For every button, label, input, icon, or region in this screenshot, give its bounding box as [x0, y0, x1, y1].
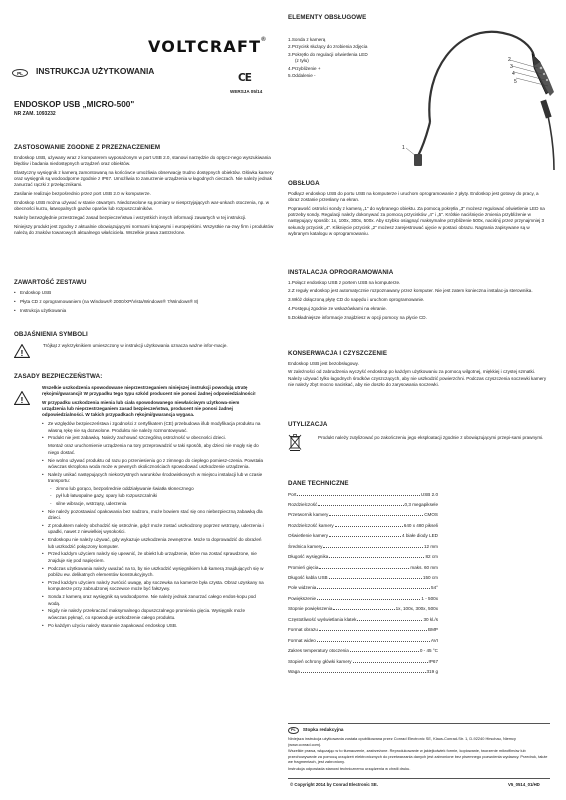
- doc-version: WERSJA 05/14: [230, 89, 263, 94]
- brand-name: VOLTCRAFT: [148, 37, 262, 56]
- list-item: • Po każdym użyciu należy starannie zapakować endoskop USB.: [42, 623, 264, 629]
- spec-value: maks. 60 mm: [410, 564, 438, 570]
- order-number: NR ZAM. 1093232: [14, 111, 56, 117]
- spec-value: CMOS: [424, 512, 438, 518]
- warning-mark: !: [20, 395, 24, 405]
- list-item: • Należy unikać następujących niekorzystnych warunków środowiskowych w miejscu instalacji lub w czasie transportu:: [42, 472, 264, 485]
- imprint-text: Niniejsza instrukcja użytkowania została opublikowana przez Conrad Electronic SE, Klaus-Conrad-Str. 1, D-92240 Hirschau, Niemcy (www.conrad.com).: [288, 736, 516, 747]
- intended-use-paragraph: Zasilanie realizuje bezpośrednio przez port USB 2.0 w komputerze.: [14, 191, 151, 197]
- maintenance-paragraph: W zależności od zabrudzenia wyczyść endoskop po każdym użytkowaniu za pomocą wilgotnej, miękkiej i czystej szmatki. Należy używać tylko łagodnych środków czyszczących, aby nie uszkodzić powierzchni. Podczas czyszczenia soczewki kamery nie należy zbyt mocno naciskać, aby nie doszło do zarysowania soczewki.: [288, 369, 547, 388]
- spec-value: 30 kl./s: [423, 616, 438, 622]
- spec-label: Stopień ochrony główki kamery: [288, 658, 352, 664]
- list-item: 4.Przybliżenie +: [288, 65, 321, 71]
- section-specs: [288, 480, 438, 679]
- camera-probe-tip: [414, 154, 422, 166]
- list-item: 3.Pokrętło do regulacji oświetlenia LED: [288, 51, 368, 57]
- spec-row: [288, 648, 438, 658]
- imprint-text: Instrukcja odpowiada stanowi technicznemu urządzenia w chwili druku.: [288, 765, 411, 771]
- operation-paragraph: Podłącz endoskop USB do portu USB na komputerze i uruchom oprogramowanie z płyty. Endoskop jest gotowy do pracy, a obraz zostanie przesłany na ekran.: [288, 190, 539, 202]
- safety-heading: ZASADY BEZPIECZEŃSTWA:: [14, 373, 103, 380]
- spec-value: 4 białe diody LED: [401, 533, 438, 539]
- list-item: • Instrukcja użytkowania: [14, 308, 274, 314]
- spec-value: 319 g: [426, 668, 438, 674]
- spec-leader-dots: [329, 536, 401, 537]
- spec-row: [288, 575, 438, 585]
- ce-mark: CE: [238, 72, 251, 84]
- brand-reg: ®: [261, 37, 266, 43]
- list-item: 5.Oddalenie -: [288, 73, 316, 79]
- document-code: V5_0514_01/HD: [508, 782, 540, 787]
- list-item: • Przed każdym użyciem należy zwrócić uwagę, aby soczewka na kamerze była czysta. Obraz uzyskany na komputerze przy zabrudzonej soczewce może być fałszywy.: [42, 580, 264, 593]
- spec-value: 82 cm: [425, 554, 438, 560]
- list-item: 2.Przycisk służący do zrobienia zdjęcia: [288, 44, 368, 50]
- section-disposal: [288, 421, 550, 451]
- list-item: • Nigdy nie należy przekraczać maksymalnego dopuszczalnego promienia gięcia. Wysięgnik może wówczas pęknąć, co spowoduje uszkodzenie całego produktu.: [42, 608, 264, 621]
- sub-list-item: - zimno lub gorąco, bezpośrednie oddziaływanie światła słonecznego: [42, 486, 264, 492]
- spec-leader-dots: [353, 662, 428, 663]
- spec-leader-dots: [350, 651, 419, 652]
- callout-label: 4: [512, 71, 515, 77]
- spec-row: [288, 492, 438, 502]
- spec-row: [288, 533, 438, 543]
- intended-use-paragraph: Endoskop USB, używany wraz z komputerem wyposażonym w port USB 2.0, stanowi narzędzie do optycz-nego wyszukiwania błędów i badania niedostępnych urządzeń oraz obiektów.: [14, 154, 271, 166]
- spec-label: Średnica kamery: [288, 543, 323, 549]
- language-badge: [12, 69, 28, 77]
- controls-heading: ELEMENTY OBSŁUGOWE: [288, 14, 367, 21]
- list-item-continued: Montaż oraz uruchomienie urządzenia na tory przeprowadzić w taki sposób, aby dzieci nie mogły się do niego dostać.: [48, 443, 259, 455]
- list-item: • Nie należy pozostawiać opakowania bez nadzoru, może bowiem stać się ono niebezpieczną zabawką dla dzieci.: [42, 509, 264, 522]
- spec-row: [288, 659, 438, 669]
- intended-use-paragraph: Endoskop USB można używać w stanie otwartym. Niedozwolone są pomiary w niesprzyjających war-unkach otoczenia, np. w obecności kurzu, łatwopalnych gazów oparów lub rozpuszczalników.: [14, 200, 270, 212]
- warning-triangle-icon: [14, 344, 30, 358]
- spec-value: 1 - 500x: [421, 595, 438, 601]
- spec-label: Promień gięcia: [288, 564, 319, 570]
- spec-label: Częstotliwość wyświetlania klatek: [288, 616, 357, 622]
- spec-leader-dots: [329, 557, 424, 558]
- intended-use-paragraph: Elastyczny wysięgnik z kamerą zamontowaną na końcówce umożliwia obserwację trudno dostępnych obiektów. Główka kamery oraz wysięgnik są wodoodporne zgodnie z IP67. Umożliwia to zanurzenie urządzenia w łagodnych cieczach. Nie należy jednak zanurzać rączki z przełącznikami.: [14, 169, 274, 188]
- spec-leader-dots: [319, 568, 409, 569]
- spec-leader-dots: [329, 578, 422, 579]
- spec-row: [288, 585, 438, 595]
- safety-warning-bold: W przypadku uszkodzenia mienia lub ciała spowodowanego niewłaściwym użytkowa-niem urządzenia lub nieprzestrzeganiem zasad bezpieczeństwa, producent nie ponosi żadnej odpowiedzialności. W takich przypadkach rękojmi/gwarancja wygasa.: [42, 399, 240, 418]
- section-contents: [14, 279, 274, 316]
- warning-triangle-icon: [14, 391, 30, 405]
- spec-leader-dots: [301, 672, 426, 673]
- intended-use-paragraph: Należy bezwzględnie przestrzegać zasad bezpieczeństwa i wszystkich innych informacji zawartych w tej instrukcji.: [14, 215, 247, 221]
- brand-logo: [148, 36, 278, 58]
- spec-leader-dots: [323, 547, 422, 548]
- safety-warning-bold: Wszelkie uszkodzenia spowodowane nieprzestrzeganiem niniejszej instrukcji powodują utratę rękojmi/gwarancji! W przypadku tego typu szkód producent nie ponosi żadnej odpowiedzialności!: [42, 384, 256, 396]
- list-item: 2.Z reguły endoskop jest automatycznie rozpoznawany przez komputer. Nie jest zatem konieczna instalac-ja sterownika.: [288, 288, 533, 294]
- spec-label: Rozdzielczość kamery: [288, 522, 334, 528]
- spec-row: [288, 565, 438, 575]
- list-item: 5.Dokładniejsze informacje znajdziesz w opcji pomocy na płycie CD.: [288, 315, 427, 321]
- maintenance-heading: KONSERWACJA I CZYSZCZENIE: [288, 350, 388, 357]
- spec-row: [288, 617, 438, 627]
- spec-row: [288, 502, 438, 512]
- endoscope-illustration: [362, 10, 562, 180]
- symbols-heading: OBJAŚNIENIA SYMBOLI: [14, 331, 88, 338]
- list-item: • Przed każdym użyciem należy się upewnić, że obiekt lub urządzenie, które ma zostać sprawdzone, nie znajduje się pod napięciem.: [42, 551, 264, 564]
- disposal-text: Produkt należy zutylizować po zakończeniu jego eksploatacji zgodnie z obowiązującymi przepi-sami prawnymi.: [318, 434, 544, 440]
- spec-row: [288, 554, 438, 564]
- spec-leader-dots: [329, 515, 423, 516]
- spec-value: 0 - 45 °C: [419, 648, 438, 654]
- product-name: ENDOSKOP USB „MICRO-500": [14, 100, 135, 109]
- spec-label: Zakres temperatury otoczenia: [288, 648, 349, 654]
- list-item: 1.Połącz endoskop USB z portem USB na komputerze.: [288, 279, 401, 285]
- list-item: • Płyta CD z oprogramowaniem (na Windows® 2000/XP/Vista/Windows® 7/Windows® 8): [14, 299, 274, 305]
- maintenance-paragraph: Endoskop USB jest bezobsługowy.: [288, 360, 359, 366]
- list-item: • Ze względów bezpieczeństwa i zgodności z certyfikatem (CE) przebudowa i/lub modyfikacja produktu na własną rękę nie są dozwolone. Produktu nie należy rozmontowywać.: [42, 421, 264, 434]
- spec-label: Długość wysięgnika: [288, 554, 329, 560]
- spec-value: 640 x 480 pikseli: [403, 522, 438, 528]
- sub-list-item: - silne wibracje, wstrząsy, uderzenia: [42, 501, 264, 507]
- spec-row: [288, 627, 438, 637]
- list-item: • Endoskopu nie należy używać, gdy wykazuje uszkodzenia zewnętrzne. Może to doprowadzić do obrażeń lub uszkodzić połączony komputer.: [42, 537, 264, 550]
- spec-row: [288, 596, 438, 606]
- sub-list-item: - pył lub łatwopalne gazy, opary lub rozpuszczalniki: [42, 493, 264, 499]
- list-item: 1.Sonda z kamerą: [288, 36, 326, 42]
- spec-label: Format obrazu: [288, 627, 318, 633]
- spec-value: 54°: [431, 585, 438, 591]
- spec-row: [288, 512, 438, 522]
- spec-value: 12 mm: [423, 543, 438, 549]
- symbols-text: Trójkąt z wykrzyknikiem umieszczony w instrukcji użytkowania oznacza ważne infor-macje.: [43, 342, 228, 348]
- imprint-label: Stopka redakcyjna: [302, 727, 344, 733]
- disposal-heading: UTYLIZACJA: [288, 421, 328, 428]
- spec-leader-dots: [333, 609, 394, 610]
- section-symbols: [14, 331, 274, 358]
- spec-value: AVI: [430, 637, 438, 643]
- specs-heading: DANE TECHNICZNE: [288, 480, 349, 487]
- list-item: • Podczas użytkowania należy uważać na to, by nie uszkodzić wysięgnikiem lub kamerą znajdujących się w pobliżu ew. delikatnych elementów konstrukcyjnych.: [42, 566, 264, 579]
- spec-label: Rozdzielczość: [288, 501, 318, 507]
- section-safety: [14, 373, 276, 631]
- spec-leader-dots: [317, 599, 420, 600]
- doc-title: INSTRUKCJA UŻYTKOWANIA: [36, 66, 155, 76]
- spec-row: [288, 638, 438, 648]
- section-intended-use: [14, 144, 274, 239]
- spec-row: [288, 606, 438, 616]
- section-maintenance: [288, 350, 550, 391]
- spec-leader-dots: [335, 526, 403, 527]
- section-operation: [288, 180, 550, 240]
- spec-value: USB 2.0: [420, 491, 438, 497]
- spec-label: Format wideo: [288, 637, 316, 643]
- contents-heading: ZAWARTOŚĆ ZESTAWU: [14, 279, 87, 286]
- list-item: • Z produktem należy obchodzić się ostrożnie, gdyż może zostać uszkodzony poprzez wstrząsy, uderzenia i upadki, nawet z niewielkiej wysokości.: [42, 523, 264, 536]
- callout-label: 1: [402, 145, 405, 151]
- spec-value: 150 cm: [422, 575, 438, 581]
- list-item: 4.Postępuj zgodnie ze wskazówkami na ekranie.: [288, 306, 387, 312]
- callout-label: 2: [508, 57, 511, 63]
- intended-use-heading: ZASTOSOWANIE ZGODNE Z PRZEZNACZENIEM: [14, 144, 161, 151]
- language-badge-small: PL: [288, 727, 299, 734]
- imprint-text: Wszelkie prawa, włączając w to tłumaczenie, zastrzeżone. Reprodukowanie w jakiejkolwiek formie, kopiowanie, tworzenie mikrofilmów lub przechowywanie za pomocą urządzeń elektronicznych do przetwarzania danych jest zabronione bez pisemnego pozwolenia wydawcy. Przedruk, także we fragmentach, jest zabroniony.: [288, 748, 548, 765]
- spec-leader-dots: [357, 620, 422, 621]
- spec-label: Waga: [288, 668, 300, 674]
- spec-value: 1x, 100x, 300x, 500x: [395, 606, 438, 612]
- list-item: • Nie wolno używać produktu od razu po przeniesieniu go z zimnego do ciepłego pomiesz-czenia. Powstała wówczas skroplona woda może w pewnych okolicznościach spowodować uszkodzenie urządzenia.: [42, 458, 264, 471]
- spec-label: Port: [288, 491, 297, 497]
- spec-label: Pole widzenia: [288, 585, 317, 591]
- callout-label: 5: [514, 79, 517, 85]
- spec-row: [288, 669, 438, 679]
- crossed-out-bin-icon: [288, 433, 302, 451]
- spec-value: BMP: [428, 627, 438, 633]
- spec-leader-dots: [318, 505, 403, 506]
- spec-row: [288, 544, 438, 554]
- copyright: © Copyright 2014 by Conrad Electronic SE.: [290, 782, 378, 787]
- operation-heading: OBSŁUGA: [288, 180, 320, 187]
- spec-label: Długość kabla USB: [288, 575, 328, 581]
- section-install: [288, 269, 550, 323]
- warning-mark: !: [20, 348, 24, 358]
- spec-label: Powiększenie: [288, 595, 317, 601]
- spec-value: 0,3 megapiksele: [404, 501, 438, 507]
- spec-leader-dots: [317, 588, 430, 589]
- imprint-box: [288, 723, 550, 779]
- operation-paragraph: Poprawość ostrości sondy z kamerą „1" do wybranego obiektu. Za pomocą pokrętła „3" możesz regulować oświetlenie LED na potrzeby sondy. Regulacji należy dokonywać za pomocą przycisków „4" i „5". Krótkie naciśnięcie zmienia przybliżenie w następujący sposób: 1x, 100x, 300x, 500x. Aby szybko osiągnąć maksymalne przybliżenie 500x, naciśnij przez przynajmniej 3 sekundy przycisk „4". Kliknięcie przycisk „2" możesz zarejestrować ujęcie w postaci obrazu. Nagrania zapisywane są w wybranym katalogu w oprogramowaniu.: [288, 205, 545, 237]
- specs-table: [288, 492, 438, 680]
- install-heading: INSTALACJA OPROGRAMOWANIA: [288, 269, 394, 276]
- callout-label: 3: [510, 64, 513, 70]
- spec-label: Przetwornik kamery: [288, 512, 329, 518]
- list-item: • Endoskop USB: [14, 290, 274, 296]
- spec-row: [288, 523, 438, 533]
- spec-leader-dots: [297, 495, 419, 496]
- list-item: (z tyłu): [295, 58, 309, 64]
- list-item: • Produkt nie jest zabawką. Należy zachować szczególną ostrożność w obecności dzieci.: [42, 435, 264, 441]
- list-item: 3.Włóż dołączoną płytę CD do napędu i uruchom oprogramowanie.: [288, 297, 425, 303]
- spec-leader-dots: [317, 641, 430, 642]
- list-item: • Sonda z kamerą oraz wysięgnik są wodoodporne. Nie należy jednak zanurzać całego endos-kopu pod wodą.: [42, 594, 264, 607]
- spec-value: IP67: [428, 658, 438, 664]
- spec-label: Oświetlenie kamery: [288, 533, 329, 539]
- spec-leader-dots: [319, 630, 427, 631]
- intended-use-paragraph: Niniejszy produkt jest zgodny z aktualnie obowiązującymi normami krajowymi i europejskimi. Wszystkie na-zwy firm i produktów należą do znaków towarowych aktualnego właściciela. Wszelkie prawa zastrzeżone.: [14, 224, 274, 236]
- language-code: PL: [17, 71, 23, 76]
- spec-label: Stopnie powiększenia: [288, 606, 333, 612]
